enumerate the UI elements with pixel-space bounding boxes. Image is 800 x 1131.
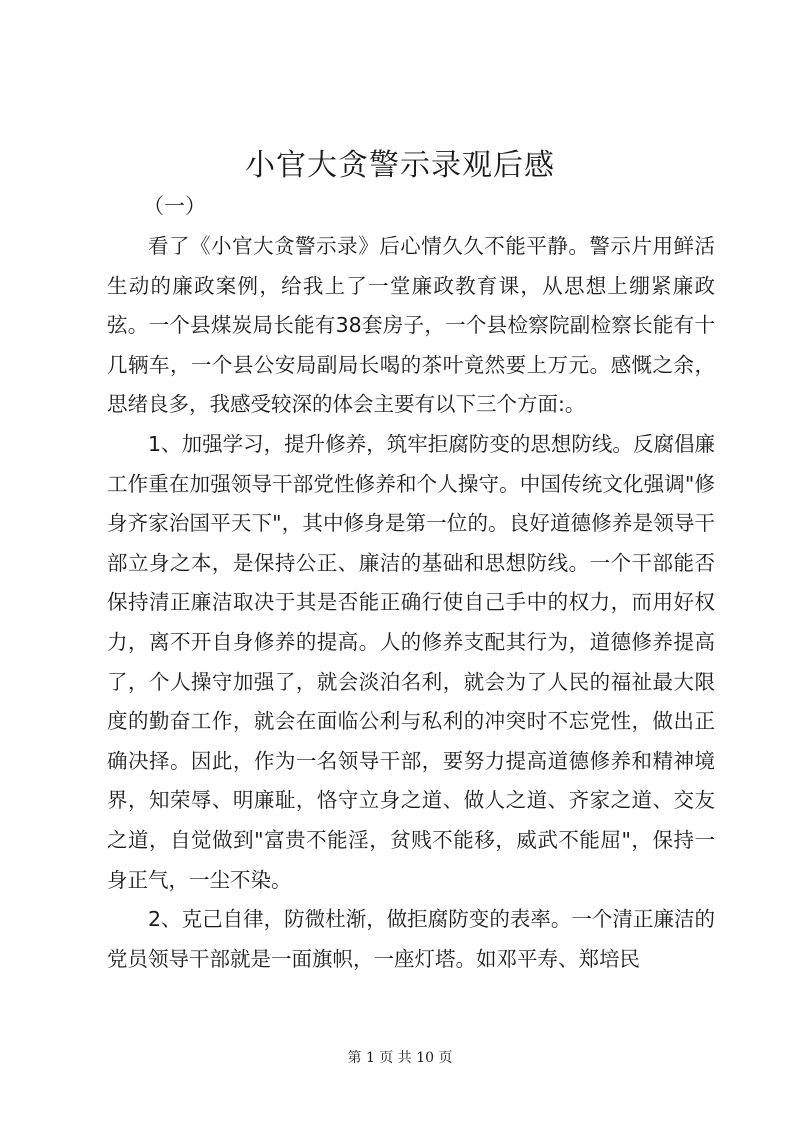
paragraph-point-2: 2、克己自律，防微杜渐，做拒腐防变的表率。一个清正廉洁的党员领导干部就是一面旗帜，一座灯塔。如邓平寿、郑培民	[107, 907, 715, 971]
document-body	[107, 227, 715, 979]
section-label: （一）	[143, 194, 206, 218]
paragraph-point-1: 1、加强学习，提升修养，筑牢拒腐防变的思想防线。反腐倡廉工作重在加强领导干部党性修养和个人操守。中国传统文化强调"修身齐家治国平天下"，其中修身是第一位的。良好道德修养是领导干部立身之本，是保持公正、廉洁的基础和思想防线。一个干部能否保持清正廉洁取决于其是否能正确行使自己手中的权力，而用好权力，离不开自身修养的提高。人的修养支配其行为，道德修养提高了，个人操守加强了，就会淡泊名利，就会为了人民的福祉最大限度的勤奋工作，就会在面临公利与私利的冲突时不忘党性，做出正确决择。因此，作为一名领导干部，要努力提高道德修养和精神境界，知荣辱、明廉耻，恪守立身之道、做人之道、齐家之道、交友之道，自觉做到"富贵不能淫，贫贱不能移，威武不能屈"，保持一身正气，一尘不染。	[107, 431, 715, 892]
page-footer: 第 1 页 共 10 页	[347, 1050, 453, 1066]
paragraph-intro: 看了《小官大贪警示录》后心情久久不能平静。警示片用鲜活生动的廉政案例，给我上了一堂廉政教育课，从思想上绷紧廉政弦。一个县煤炭局长能有38套房子，一个县检察院副检察长能有十几辆车，一个县公安局副局长喝的茶叶竟然要上万元。感慨之余，思绪良多，我感受较深的体会主要有以下三个方面:。	[107, 234, 715, 417]
page-title: 小官大贪警示录观后感	[245, 148, 555, 183]
